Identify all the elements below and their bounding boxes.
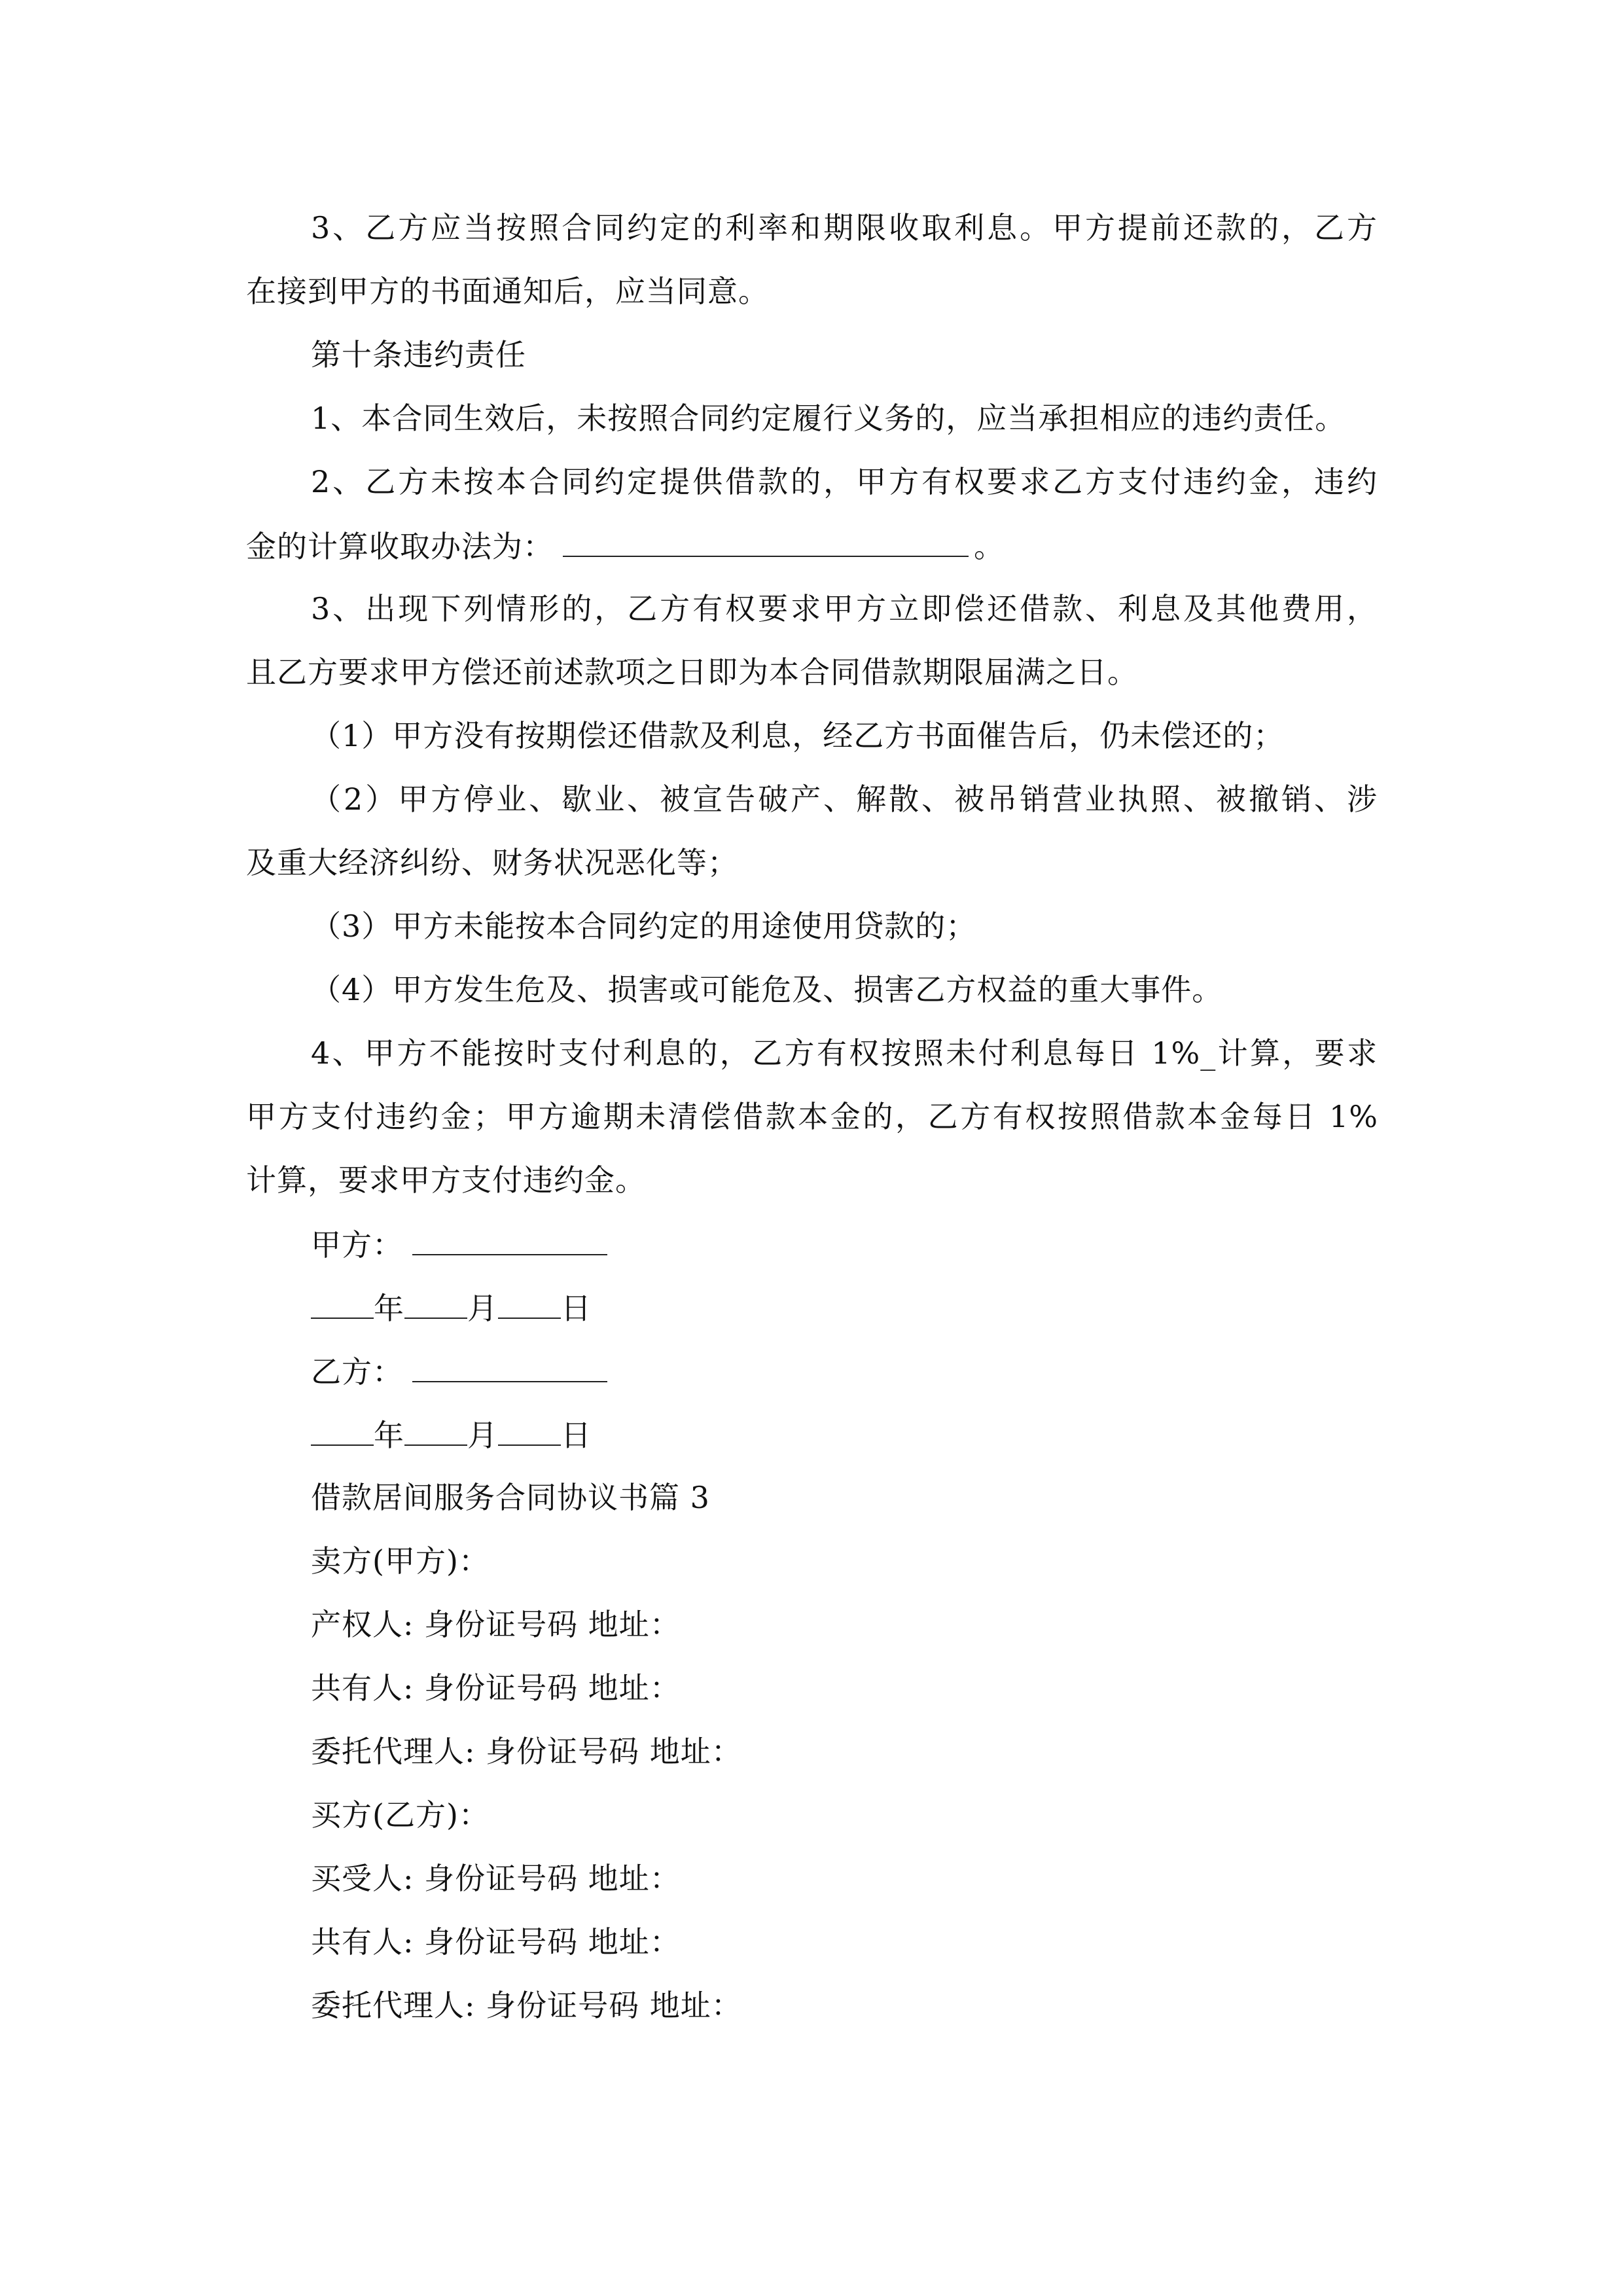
party-b-signature-line xyxy=(311,1351,607,1391)
seller-owner-line: 产权人: 身份证号码 地址： xyxy=(311,1607,681,1642)
month-label: 月 xyxy=(467,1291,498,1326)
month-blank xyxy=(404,1414,467,1446)
year-label: 年 xyxy=(374,1418,404,1453)
year-blank xyxy=(311,1287,374,1319)
day-label: 日 xyxy=(561,1291,592,1326)
month-label: 月 xyxy=(467,1418,498,1453)
day-label: 日 xyxy=(561,1418,592,1453)
party-b-label: 乙方： xyxy=(311,1354,403,1390)
day-blank xyxy=(498,1414,561,1446)
month-blank xyxy=(404,1287,467,1319)
list-item: （1）甲方没有按期偿还借款及利息，经乙方书面催告后，仍未偿还的； xyxy=(311,718,1285,753)
paragraph-line: 在接到甲方的书面通知后，应当同意。 xyxy=(246,274,769,309)
list-item: （4）甲方发生危及、损害或可能危及、损害乙方权益的重大事件。 xyxy=(311,972,1223,1007)
penalty-method-blank xyxy=(563,526,969,557)
paragraph-line: 3、乙方应当按照合同约定的利率和期限收取利息。甲方提前还款的，乙方 xyxy=(311,210,1378,245)
paragraph-line: 计算，要求甲方支付违约金。 xyxy=(246,1162,646,1198)
list-item-continued: 及重大经济纠纷、财务状况恶化等； xyxy=(246,845,738,880)
party-a-date-line xyxy=(311,1287,592,1328)
paragraph-line: 1、本合同生效后，未按照合同约定履行义务的，应当承担相应的违约责任。 xyxy=(311,401,1346,436)
paragraph-line: 3、出现下列情形的，乙方有权要求甲方立即偿还借款、利息及其他费用， xyxy=(311,591,1378,626)
seller-heading: 卖方(甲方)： xyxy=(311,1543,490,1579)
year-blank xyxy=(311,1414,374,1446)
paragraph-line: 且乙方要求甲方偿还前述款项之日即为本合同借款期限届满之日。 xyxy=(246,655,1138,690)
paragraph-line: 甲方支付违约金；甲方逾期未清偿借款本金的，乙方有权按照借款本金每日 1% xyxy=(246,1099,1378,1134)
penalty-method-label: 金的计算收取办法为： xyxy=(246,529,554,564)
party-b-blank xyxy=(412,1351,607,1382)
party-a-blank xyxy=(412,1224,607,1255)
buyer-heading: 买方(乙方)： xyxy=(311,1797,490,1833)
buyer-agent-line: 委托代理人: 身份证号码 地址： xyxy=(311,1988,742,2023)
party-b-date-line xyxy=(311,1414,592,1455)
buyer-co-owner-line: 共有人: 身份证号码 地址： xyxy=(311,1924,681,1960)
section-heading: 第十条违约责任 xyxy=(311,337,526,372)
paragraph-line: 4、甲方不能按时支付利息的，乙方有权按照未付利息每日 1%_计算，要求 xyxy=(311,1035,1378,1071)
day-blank xyxy=(498,1287,561,1319)
document-heading: 借款居间服务合同协议书篇 3 xyxy=(311,1480,710,1515)
year-label: 年 xyxy=(374,1291,404,1326)
party-a-signature-line xyxy=(311,1224,607,1265)
penalty-method-line xyxy=(246,526,1005,566)
list-item: （2）甲方停业、歇业、被宣告破产、解散、被吊销营业执照、被撤销、涉 xyxy=(311,781,1378,817)
penalty-method-end: 。 xyxy=(974,529,1005,564)
seller-agent-line: 委托代理人: 身份证号码 地址： xyxy=(311,1734,742,1769)
party-a-label: 甲方： xyxy=(311,1227,403,1263)
seller-co-owner-line: 共有人: 身份证号码 地址： xyxy=(311,1670,681,1706)
paragraph-line: 2、乙方未按本合同约定提供借款的，甲方有权要求乙方支付违约金，违约 xyxy=(311,464,1378,499)
list-item: （3）甲方未能按本合同约定的用途使用贷款的； xyxy=(311,908,977,944)
buyer-line: 买受人: 身份证号码 地址： xyxy=(311,1861,681,1896)
